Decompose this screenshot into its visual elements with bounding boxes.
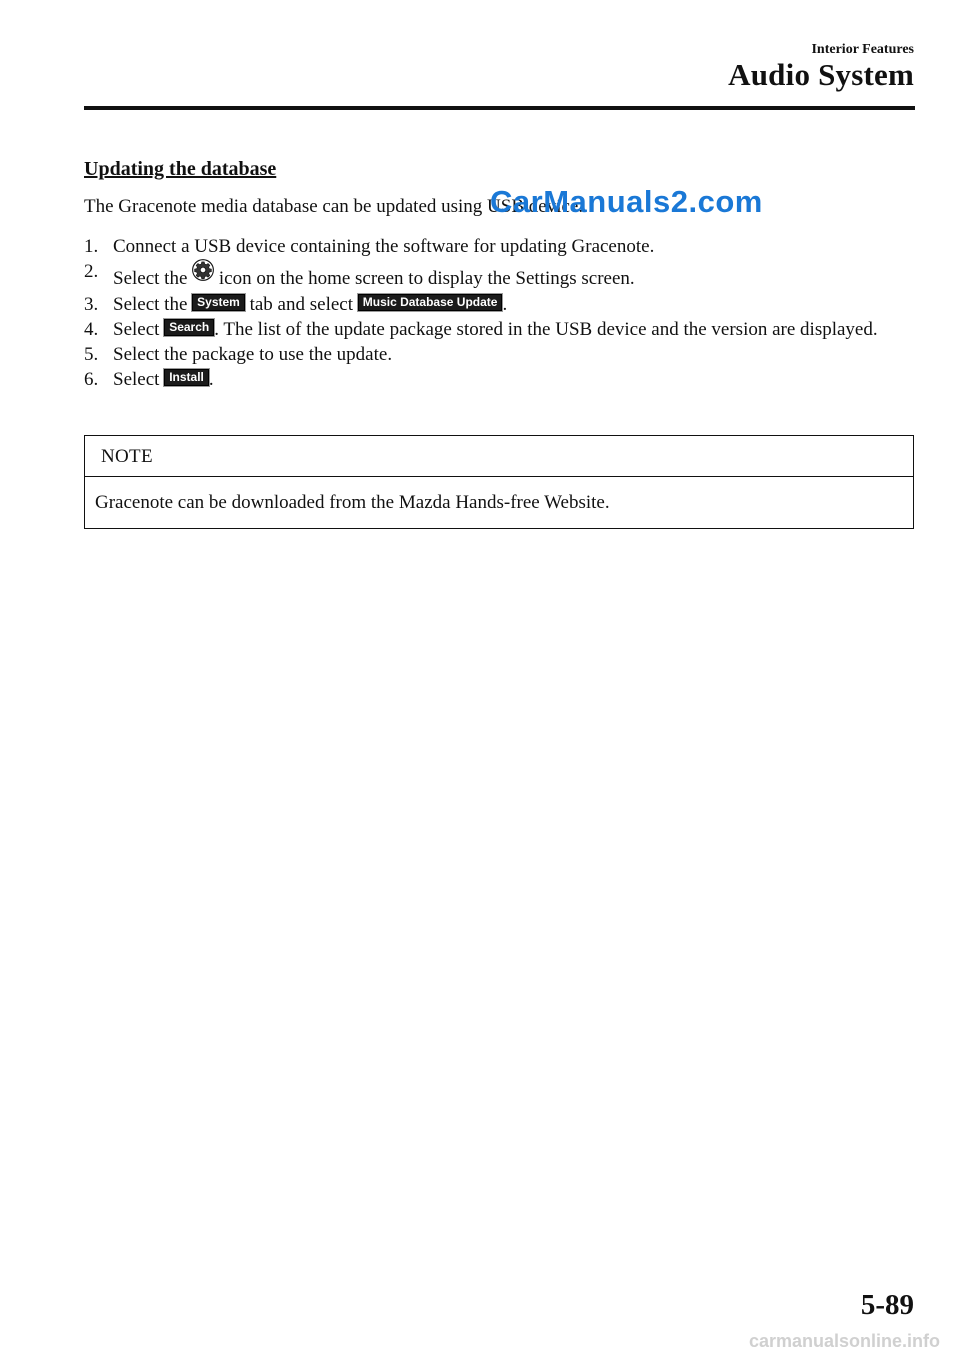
step-text: Select the package to use the update. <box>113 344 393 366</box>
install-key: Install <box>164 369 209 386</box>
step-text-middle: tab and select <box>249 293 353 315</box>
step-5 <box>84 342 915 367</box>
system-tab-key: System <box>192 294 245 311</box>
step-text <box>113 367 915 392</box>
gear-icon <box>192 259 214 281</box>
note-heading: NOTE <box>85 436 913 477</box>
note-body: Gracenote can be downloaded from the Mazda Hands-free Website. <box>95 492 610 513</box>
step-text-after: . The list of the update package stored in the USB device and the version are displayed. <box>214 318 878 340</box>
step-text-after: . <box>208 369 214 391</box>
section-title: Updating the database <box>84 158 277 180</box>
step-text <box>113 317 915 342</box>
step-text-before: Select the <box>113 293 188 315</box>
watermark-bottom[interactable]: carmanualsonline.info <box>748 1331 940 1351</box>
step-text <box>113 259 915 291</box>
header-rule <box>84 106 915 110</box>
step-text-after: icon on the home screen to display the Settings screen. <box>218 268 635 290</box>
step-number: 3. <box>84 293 99 315</box>
step-1 <box>84 234 915 259</box>
step-text-after: . <box>502 293 508 315</box>
step-text <box>113 292 915 317</box>
step-number: 2. <box>84 261 99 283</box>
step-text-before: Select <box>113 318 160 340</box>
watermark-top[interactable]: CarManuals2.com <box>490 184 763 219</box>
step-2 <box>84 259 915 291</box>
step-3 <box>84 292 915 317</box>
step-text: Connect a USB device containing the software for updating Gracenote. <box>113 236 655 257</box>
step-text-before: Select the <box>113 268 188 290</box>
header-section-label: Interior Features <box>811 42 914 57</box>
page-number: 5-89 <box>860 1289 914 1321</box>
search-key: Search <box>164 319 214 336</box>
step-4 <box>84 317 915 342</box>
step-number: 5. <box>84 344 99 366</box>
music-database-update-key: Music Database Update <box>358 294 503 311</box>
step-text-before: Select <box>113 369 160 391</box>
intro-text: The Gracenote media database can be updated using USB device. <box>84 196 584 217</box>
step-number: 6. <box>84 369 99 391</box>
steps-list <box>84 234 915 393</box>
step-number: 4. <box>84 318 99 340</box>
step-number: 1. <box>84 236 99 257</box>
header-title: Audio System <box>728 57 914 92</box>
step-6 <box>84 367 915 392</box>
note-box <box>84 435 914 529</box>
